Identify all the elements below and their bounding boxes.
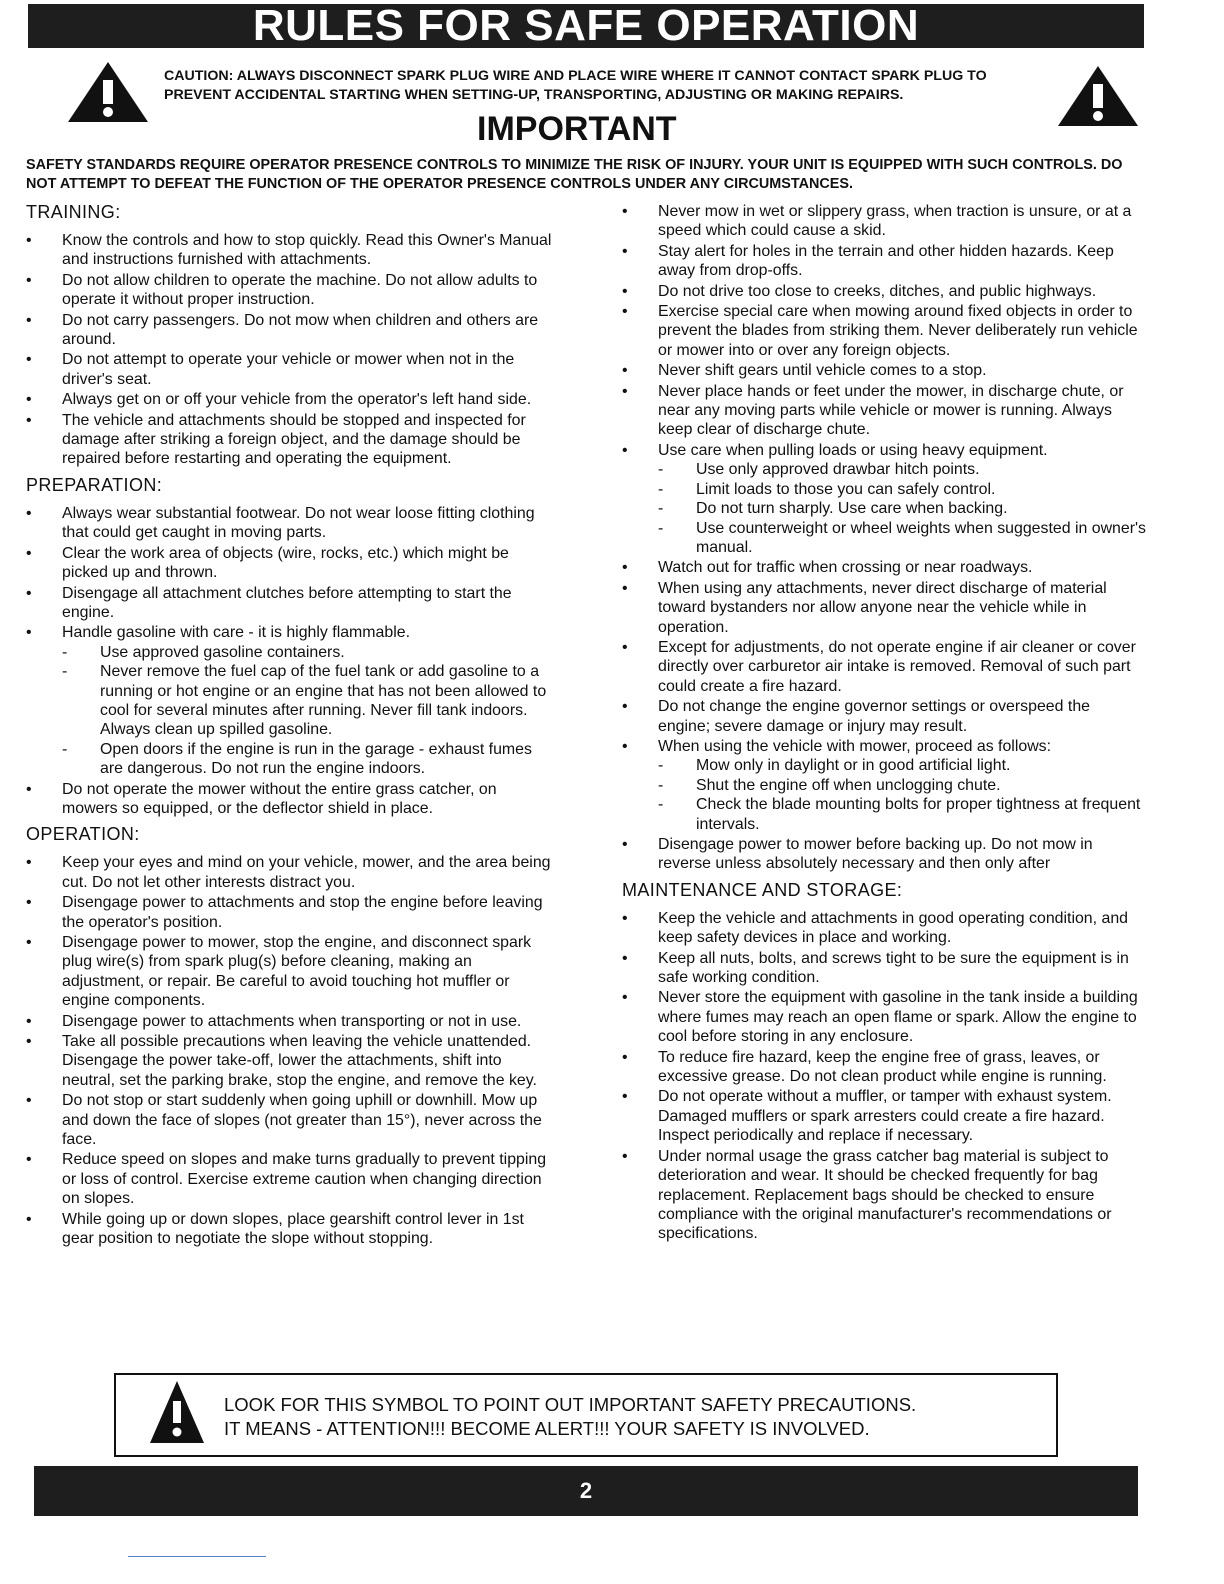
sub-list-item: - Check the blade mounting bolts for proper tightness at frequent intervals. xyxy=(658,795,1146,834)
notice-text xyxy=(224,1393,916,1441)
list-item: • Watch out for traffic when crossing or near roadways. xyxy=(622,558,1146,577)
list-item: • Reduce speed on slopes and make turns gradually to prevent tipping or loss of control. Exercise extreme caution when changing direction on slopes. xyxy=(26,1150,556,1208)
list-item: • Disengage power to attachments when transporting or not in use. xyxy=(26,1012,556,1031)
list-item: • Always wear substantial footwear. Do not wear loose fitting clothing that could get caught in moving parts. xyxy=(26,504,556,543)
list-item: • Do not carry passengers. Do not mow when children and others are around. xyxy=(26,311,556,350)
important-heading: IMPORTANT xyxy=(477,110,677,148)
list-item: • Do not allow children to operate the machine. Do not allow adults to operate it without proper instruction. xyxy=(26,271,556,310)
safety-standards-text: SAFETY STANDARDS REQUIRE OPERATOR PRESENCE CONTROLS TO MINIMIZE THE RISK OF INJURY. YOUR UNIT IS EQUIPPED WITH SUCH CONTROLS. DO NOT ATTEMPT TO DEFEAT THE FUNCTION OF THE OPERATOR PRESENCE CONTROLS UNDER ANY CIRCUMSTANCES. xyxy=(26,157,1123,192)
list-item: • Clear the work area of objects (wire, rocks, etc.) which might be picked up and thrown. xyxy=(26,544,556,583)
list-item: • Keep all nuts, bolts, and screws tight to be sure the equipment is in safe working condition. xyxy=(622,949,1146,988)
list-item: • Never store the equipment with gasoline in the tank inside a building where fumes may reach an open flame or spark. Allow the engine to cool before storing in any enclosure. xyxy=(622,988,1146,1046)
page-title: RULES FOR SAFE OPERATION xyxy=(252,1,920,50)
operation-heading: OPERATION: xyxy=(26,824,140,845)
list-item: • Keep the vehicle and attachments in good operating condition, and keep safety devices in place and working. xyxy=(622,909,1146,948)
list-item: • While going up or down slopes, place gearshift control lever in 1st gear position to negotiate the slope without stopping. xyxy=(26,1210,556,1249)
list-item xyxy=(26,623,556,778)
sub-list-item: - Do not turn sharply. Use care when backing. xyxy=(658,499,1146,518)
sub-list-item: - Use only approved drawbar hitch points. xyxy=(658,460,1146,479)
notice-line-1: LOOK FOR THIS SYMBOL TO POINT OUT IMPORTANT SAFETY PRECAUTIONS. xyxy=(224,1394,917,1415)
sub-list-item: - Shut the engine off when unclogging chute. xyxy=(658,776,1146,795)
warning-icon xyxy=(66,60,150,124)
sub-list-item: - Open doors if the engine is run in the garage - exhaust fumes are dangerous. Do not run the engine indoors. xyxy=(62,740,556,779)
list-item xyxy=(622,441,1146,557)
page-number: 2 xyxy=(579,1478,593,1503)
sub-list-item: - Use approved gasoline containers. xyxy=(62,643,556,662)
list-item: • When using any attachments, never direct discharge of material toward bystanders nor allow anyone near the vehicle while in operation. xyxy=(622,579,1146,637)
right-column xyxy=(622,202,1146,1250)
list-item xyxy=(622,737,1146,834)
list-item: • Always get on or off your vehicle from the operator's left hand side. xyxy=(26,390,556,409)
list-item: • Keep your eyes and mind on your vehicle, mower, and the area being cut. Do not let other interests distract you. xyxy=(26,853,556,892)
list-item: • Take all possible precautions when leaving the vehicle unattended. Disengage the power take-off, lower the attachments, shift into neutral, set the parking brake, stop the engine, and remove the key. xyxy=(26,1032,556,1090)
sub-list-item: - Never remove the fuel cap of the fuel tank or add gasoline to a running or hot engine or an engine that has not been allowed to cool for several minutes after running. Never fill tank indoors. Always clean up spilled gasoline. xyxy=(62,662,556,740)
preparation-heading: PREPARATION: xyxy=(26,474,163,495)
notice-line-2: IT MEANS - ATTENTION!!! BECOME ALERT!!! YOUR SAFETY IS INVOLVED. xyxy=(224,1418,870,1439)
list-item: • Disengage power to attachments and stop the engine before leaving the operator's position. xyxy=(26,893,556,932)
list-item: • Never shift gears until vehicle comes to a stop. xyxy=(622,361,1146,380)
list-item: • Do not attempt to operate your vehicle or mower when not in the driver's seat. xyxy=(26,350,556,389)
list-item: • To reduce fire hazard, keep the engine free of grass, leaves, or excessive grease. Do not clean product while engine is running. xyxy=(622,1048,1146,1087)
list-item: • Do not drive too close to creeks, ditches, and public highways. xyxy=(622,282,1146,301)
sub-list-item: - Limit loads to those you can safely control. xyxy=(658,480,1146,499)
list-item: • Do not operate without a muffler, or tamper with exhaust system. Damaged mufflers or spark arresters could create a fire hazard. Inspect periodically and replace if necessary. xyxy=(622,1087,1146,1145)
footer-bar xyxy=(34,1466,1138,1516)
list-item: • Disengage all attachment clutches before attempting to start the engine. xyxy=(26,584,556,623)
sub-list-item: - Use counterweight or wheel weights when suggested in owner's manual. xyxy=(658,519,1146,558)
training-heading: TRAINING: xyxy=(26,202,121,222)
list-item: • Under normal usage the grass catcher bag material is subject to deterioration and wear. It should be checked frequently for bag replacement. Replacement bags should be checked to ensure compliance with the original manufacturer's recommendations or specifications. xyxy=(622,1147,1146,1244)
maintenance-section xyxy=(622,880,1146,1244)
operation-section xyxy=(26,824,556,1248)
list-item: • Know the controls and how to stop quickly. Read this Owner's Manual and instructions furnished with attachments. xyxy=(26,231,556,270)
list-item: • Do not stop or start suddenly when going uphill or downhill. Mow up and down the face of slopes (not greater than 15°), never across the face. xyxy=(26,1091,556,1149)
list-item: • Do not change the engine governor settings or overspeed the engine; severe damage or injury may result. xyxy=(622,697,1146,736)
list-item-text: When using the vehicle with mower, proceed as follows: xyxy=(658,737,1052,755)
training-section xyxy=(26,202,556,469)
divider-line xyxy=(128,1556,266,1557)
warning-icon xyxy=(1056,64,1140,128)
preparation-section xyxy=(26,475,556,819)
list-item: • Disengage power to mower before backing up. Do not mow in reverse unless absolutely necessary and then only after xyxy=(622,835,1146,874)
list-item: • The vehicle and attachments should be stopped and inspected for damage after striking a foreign object, and the damage should be repaired before restarting and operating the equipment. xyxy=(26,411,556,469)
left-column xyxy=(26,202,556,1255)
list-item-text: Use care when pulling loads or using heavy equipment. xyxy=(658,441,1048,459)
list-item: • Except for adjustments, do not operate engine if air cleaner or cover directly over carburetor air intake is removed. Removal of such part could create a fire hazard. xyxy=(622,638,1146,696)
list-item-text: Handle gasoline with care - it is highly flammable. xyxy=(62,624,410,642)
operation-continued xyxy=(622,202,1146,874)
safety-symbol-notice xyxy=(114,1373,1058,1457)
list-item: • Never mow in wet or slippery grass, when traction is unsure, or at a speed which could cause a skid. xyxy=(622,202,1146,241)
maintenance-heading: MAINTENANCE AND STORAGE: xyxy=(622,879,903,900)
warning-icon xyxy=(148,1379,206,1445)
list-item: • Do not operate the mower without the entire grass catcher, on mowers so equipped, or the deflector shield in place. xyxy=(26,780,556,819)
sub-list-item: - Mow only in daylight or in good artificial light. xyxy=(658,756,1146,775)
list-item: • Exercise special care when mowing around fixed objects in order to prevent the blades from striking them. Never deliberately run vehicle or mower into or over any foreign objects. xyxy=(622,302,1146,360)
list-item: • Never place hands or feet under the mower, in discharge chute, or near any moving parts while vehicle or mower is running. Always keep clear of discharge chute. xyxy=(622,382,1146,440)
list-item: • Disengage power to mower, stop the engine, and disconnect spark plug wire(s) from spark plug(s) before cleaning, making an adjustment, or repair. Be careful to avoid touching hot muffler or engine components. xyxy=(26,933,556,1011)
caution-text: CAUTION: ALWAYS DISCONNECT SPARK PLUG WIRE AND PLACE WIRE WHERE IT CANNOT CONTACT SPARK PLUG TO PREVENT ACCIDENTAL STARTING WHEN SETTING-UP, TRANSPORTING, ADJUSTING OR MAKING REPAIRS. xyxy=(164,68,987,103)
title-banner xyxy=(28,1,1144,50)
list-item: • Stay alert for holes in the terrain and other hidden hazards. Keep away from drop-offs. xyxy=(622,242,1146,281)
